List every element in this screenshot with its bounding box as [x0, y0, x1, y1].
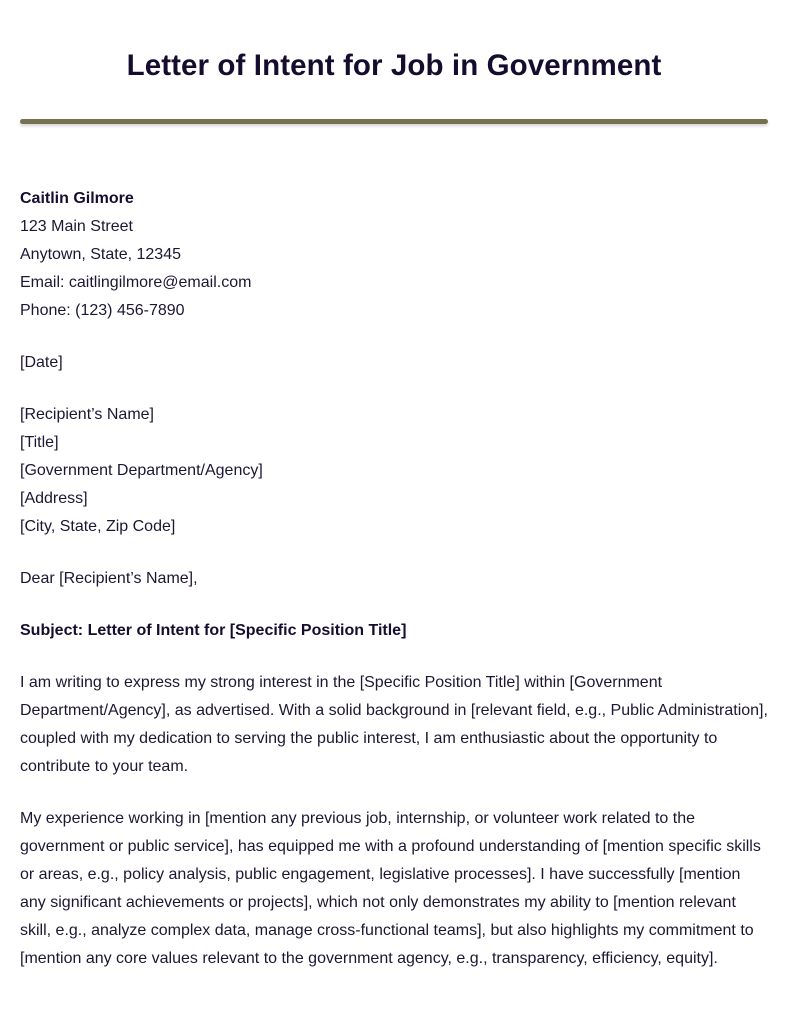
recipient-title: [Title]: [20, 434, 59, 451]
recipient-name: [Recipient’s Name]: [20, 406, 154, 423]
body-paragraph-2: My experience working in [mention any previous job, internship, or volunteer work related to the government or public service], has equipped me with a profound understanding of [mention specific skills or areas, e.g., policy analysis, public engagement, legislative processes]. I have successfully [mention any significant achievements or projects], which not only demonstrates my ability to [mention relevant skill, e.g., analyze complex data, manage cross-functional teams], but also highlights my commitment to [mention any core values relevant to the government agency, e.g., transparency, efficiency, equity].: [20, 810, 761, 967]
date-block: [20, 349, 768, 377]
recipient-block: [20, 401, 768, 541]
salutation: Dear [Recipient’s Name],: [20, 570, 198, 587]
title-divider: [20, 119, 768, 124]
recipient-address: [Address]: [20, 490, 88, 507]
sender-name: Caitlin Gilmore: [20, 190, 134, 207]
sender-email: Email: caitlingilmore@email.com: [20, 274, 252, 291]
sender-block: [20, 185, 768, 325]
subject-line: Subject: Letter of Intent for [Specific Position Title]: [20, 622, 407, 639]
letter-body: [20, 185, 768, 997]
sender-city-state-zip: Anytown, State, 12345: [20, 246, 181, 263]
recipient-city-state-zip: [City, State, Zip Code]: [20, 518, 176, 535]
recipient-department: [Government Department/Agency]: [20, 462, 263, 479]
sender-phone: Phone: (123) 456-7890: [20, 302, 185, 319]
page-title: Letter of Intent for Job in Government: [126, 49, 662, 82]
letter-date: [Date]: [20, 354, 63, 371]
body-paragraph-1: I am writing to express my strong interest in the [Specific Position Title] within [Government Department/Agency], as advertised. With a solid background in [relevant field, e.g., Public Administration], coupled with my dedication to serving the public interest, I am enthusiastic about the opportunity to contribute to your team.: [20, 674, 768, 775]
sender-street: 123 Main Street: [20, 218, 133, 235]
